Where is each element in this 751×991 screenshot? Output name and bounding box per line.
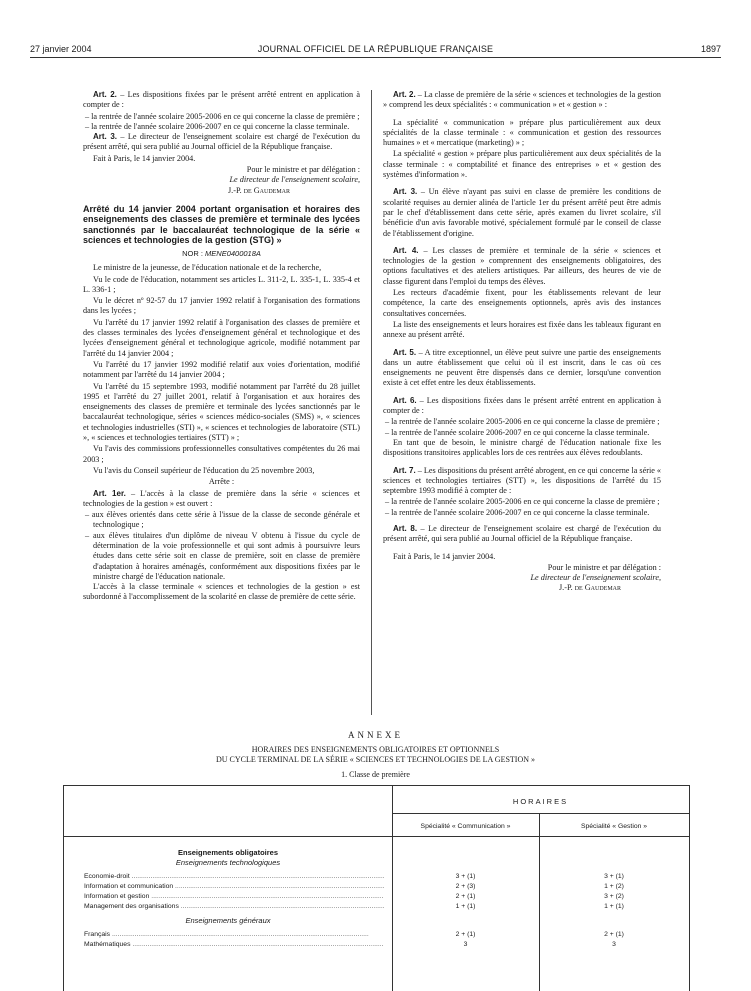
column-divider <box>371 90 372 715</box>
right-fait: Fait à Paris, le 14 janvier 2004. <box>393 551 496 561</box>
header-rule <box>30 57 721 58</box>
table-row: Information et gestion ..... 2 + (1) 3 + (2) <box>64 893 689 903</box>
right-art6: Art. 6. – Les dispositions fixées dans le présent arrêté entrent en application à compter de : <box>383 395 662 416</box>
preamble-line: Vu le code de l'éducation, notamment ses articles L. 311-2, L. 335-1, L. 335-4 et L. 336-1 ; <box>83 274 360 294</box>
list-item: – la rentrée de l'année scolaire 2005-2006 en ce qui concerne la classe de première ; <box>383 497 661 507</box>
right-art4-p1: Les recteurs d'académie fixent, pour les établissements relevant de leur compétence, la carte des enseignements optionnels, après avis des instances consultatives concernées. <box>383 288 661 318</box>
right-art5: Art. 5. – A titre exceptionnel, un élève peut suivre une partie des enseignements dans un autre établissement que celui où il est inscrit, dans le cas où ces enseignements ne peuvent être dispensés dans ce dernier, lorsqu'une convention existe à cet effet entre les deux établissements. <box>383 347 661 388</box>
preamble-line: Vu le décret nº 92-57 du 17 janvier 1992 relatif à l'organisation des formations dans les lycées ; <box>83 296 360 316</box>
right-signature-line1: Pour le ministre et par délégation : <box>547 562 661 572</box>
preamble-line: Vu l'avis des commissions professionnelles consultatives compétentes du 26 mai 2003 ; <box>83 444 360 464</box>
preamble-line: Vu l'arrêté du 17 janvier 1992 modifié relatif aux voies d'orientation, modifié notamment par l'arrêté du 14 janvier 2004 ; <box>83 359 360 380</box>
journal-title: JOURNAL OFFICIEL DE LA RÉPUBLIQUE FRANÇAISE <box>257 44 494 54</box>
left-art1-end: L'accès à la classe terminale « sciences et technologies de la gestion » est subordonné à l'accomplissement de la scolarité en classe de première de cette série. <box>83 582 360 602</box>
left-art1-list <box>83 510 360 582</box>
table-header-gestion: Spécialité « Gestion » <box>580 823 648 830</box>
table-row: Mathématiques ..... 3 3 <box>64 941 689 951</box>
preamble-line: Vu l'avis du Conseil supérieur de l'éducation du 25 novembre 2003, <box>93 465 315 475</box>
list-item: – la rentrée de l'année scolaire 2006-2007 en ce qui concerne la classe terminale. <box>383 508 661 518</box>
left-art1: Art. 1er. – L'accès à la classe de première dans la série « sciences et technologies de la gestion » est ouvert : <box>83 488 361 508</box>
right-art7: Art. 7. – Les dispositions du présent arrêté abrogent, en ce qui concerne la série « sciences et technologies tertiaires (STT) », les dispositions de l'arrêté du 15 septembre 1993 modifié à compter de : <box>383 465 662 496</box>
list-item: – la rentrée de l'année scolaire 2006-2007 en ce qui concerne la classe terminale. <box>83 122 360 132</box>
right-art3: Art. 3. – Un élève n'ayant pas suivi en classe de première les conditions de scolarité requises au dernier alinéa de l'article 1er du présent arrêté peut être admis par le chef d'établissement dans cette série, après examen du livret scolaire, s'il bénéficie d'un avis favorable motivé, spécialement formulé par le conseil de classe de l'établissement d'origine. <box>383 187 662 238</box>
page-number: 1897 <box>700 44 721 54</box>
annexe-section: 1. Classe de première <box>341 770 410 779</box>
table-header-communication: Spécialité « Communication » <box>420 823 511 830</box>
list-item: – la rentrée de l'année scolaire 2006-2007 en ce qui concerne la classe terminale. <box>383 428 661 438</box>
arrete-word: Arrête : <box>208 477 235 487</box>
nor-reference: NOR : MENE0400018A <box>182 248 261 258</box>
right-art2-p1: La spécialité « communication » prépare plus particulièrement aux deux spécialités de la classe terminale : « communication et gestion des ressources humaines » et « mercatique (marketing) » ; <box>383 117 661 148</box>
right-art4-p2: La liste des enseignements et leurs horaires est fixée dans les tableaux figurant en annexe au présent arrêté. <box>383 319 661 340</box>
list-item: – la rentrée de l'année scolaire 2005-2006 en ce qui concerne la classe de première ; <box>83 112 360 122</box>
left-signature-line2: Le directeur de l'enseignement scolaire, <box>229 175 360 185</box>
left-art2-list <box>83 112 360 133</box>
left-column <box>83 90 360 604</box>
annexe-subtitle-line1: HORAIRES DES ENSEIGNEMENTS OBLIGATOIRES ET OPTIONNELS <box>251 745 500 754</box>
annexe-subtitle-line2: DU CYCLE TERMINAL DE LA SÉRIE « SCIENCES ET TECHNOLOGIES DE LA GESTION » <box>215 755 536 764</box>
left-signature-name: J.-P. de Gaudemar <box>228 185 290 195</box>
table-row: Economie-droit ..... 3 + (1) 3 + (1) <box>64 873 689 883</box>
header-date: 27 janvier 2004 <box>30 44 92 54</box>
group-technologiques: Enseignements technologiques <box>175 858 281 867</box>
left-art3: Art. 3. – Le directeur de l'enseignement scolaire est chargé de l'exécution du présent arrêté, qui sera publié au Journal officiel de la République française. <box>83 132 361 152</box>
horaires-table <box>63 785 690 991</box>
table-row: Management des organisations ..... 1 + (1) 1 + (1) <box>64 903 689 913</box>
right-art2: Art. 2. – La classe de première de la série « sciences et technologies de la gestion » comprend les deux spécialités : « communication » et « gestion » : <box>383 90 661 110</box>
annexe-title: ANNEXE <box>348 730 403 740</box>
preamble-line: Vu l'arrêté du 17 janvier 1992 relatif à l'organisation des classes de première et des classes terminales des lycées d'enseignement général et technologique et des lycées d'enseignement général et technologique agricole, modifié notamment par l'arrêté du 14 janvier 2004 ; <box>83 317 360 358</box>
right-column <box>383 90 661 594</box>
preamble-line: Le ministre de la jeunesse, de l'éducation nationale et de la recherche, <box>93 263 322 273</box>
page-header <box>30 44 721 58</box>
left-art2: Art. 2. – Les dispositions fixées par le présent arrêté entrent en application à compter de : <box>83 90 361 110</box>
table-row: Information et communication ..... 2 + (3) 1 + (2) <box>64 883 689 893</box>
right-art8: Art. 8. – Le directeur de l'enseignement scolaire est chargé de l'exécution du présent arrêté, qui sera publié au Journal officiel de la République française. <box>383 523 662 544</box>
list-item: – aux élèves orientés dans cette série à l'issue de la classe de seconde générale et technologique ; <box>83 510 360 531</box>
preamble-line: Vu l'arrêté du 15 septembre 1993, modifié notamment par l'arrêté du 28 juillet 1995 et l'arrêté du 27 juillet 2001, relatif à l'organisation et aux horaires des enseignements des classes de première et terminale des lycées sanctionnés par le baccalauréat technologique, séries « sciences médico-sociales (SMS) », « sciences et technologies industrielles (STI) », « sciences et technologies de laboratoire (STL) », « sciences et technologies tertiaires (STT) » ; <box>83 381 360 443</box>
arrete-title: Arrêté du 14 janvier 2004 portant organisation et horaires des enseignements des classes de première et terminale des lycées sanctionnés par le baccalauréat technologique de la série « sciences et technologies de la gestion (STG) » <box>83 203 360 246</box>
annexe-subtitle <box>0 745 751 765</box>
list-item: – aux élèves titulaires d'un diplôme de niveau V obtenu à l'issue du cycle de détermination de la voie professionnelle et qui sont admis à poursuivre leurs études dans cette série soit en classe de première, soit en classe de première d'adaptation à horaires aménagés, conformément aux dispositions fixées par le ministre chargé de l'éducation nationale. <box>83 531 360 582</box>
table-row: Français ..... 2 + (1) 2 + (1) <box>64 931 689 941</box>
group-obligatoires: Enseignements obligatoires <box>177 848 279 857</box>
left-signature-line1: Pour le ministre et par délégation : <box>246 165 360 175</box>
left-fait: Fait à Paris, le 14 janvier 2004. <box>93 153 196 163</box>
right-art2-p2: La spécialité « gestion » prépare plus particulièrement aux deux spécialités de la classe terminale : « comptabilité et finance des entreprises » et « gestion des systèmes d'information ». <box>383 149 661 180</box>
list-item: – la rentrée de l'année scolaire 2005-2006 en ce qui concerne la classe de première ; <box>383 417 661 427</box>
table-header-horaires: HORAIRES <box>512 797 569 806</box>
right-art6-p1: En tant que de besoin, le ministre chargé de l'éducation nationale fixe les dispositions transitoires applicables lors de ces rentrées aux élèves redoublants. <box>383 437 661 458</box>
right-art6-list <box>383 417 661 438</box>
right-art7-list <box>383 497 661 518</box>
right-signature-line2: Le directeur de l'enseignement scolaire, <box>530 573 661 583</box>
right-signature-name: J.-P. de Gaudemar <box>559 583 621 593</box>
group-generaux: Enseignements généraux <box>185 916 271 925</box>
right-art4: Art. 4. – Les classes de première et terminale de la série « sciences et technologies de la gestion » comprennent des enseignements obligatoires, des options facultatives et des ateliers artistiques. Par ailleurs, des heures de vie de classe figurent dans l'emploi du temps des élèves. <box>383 245 662 286</box>
